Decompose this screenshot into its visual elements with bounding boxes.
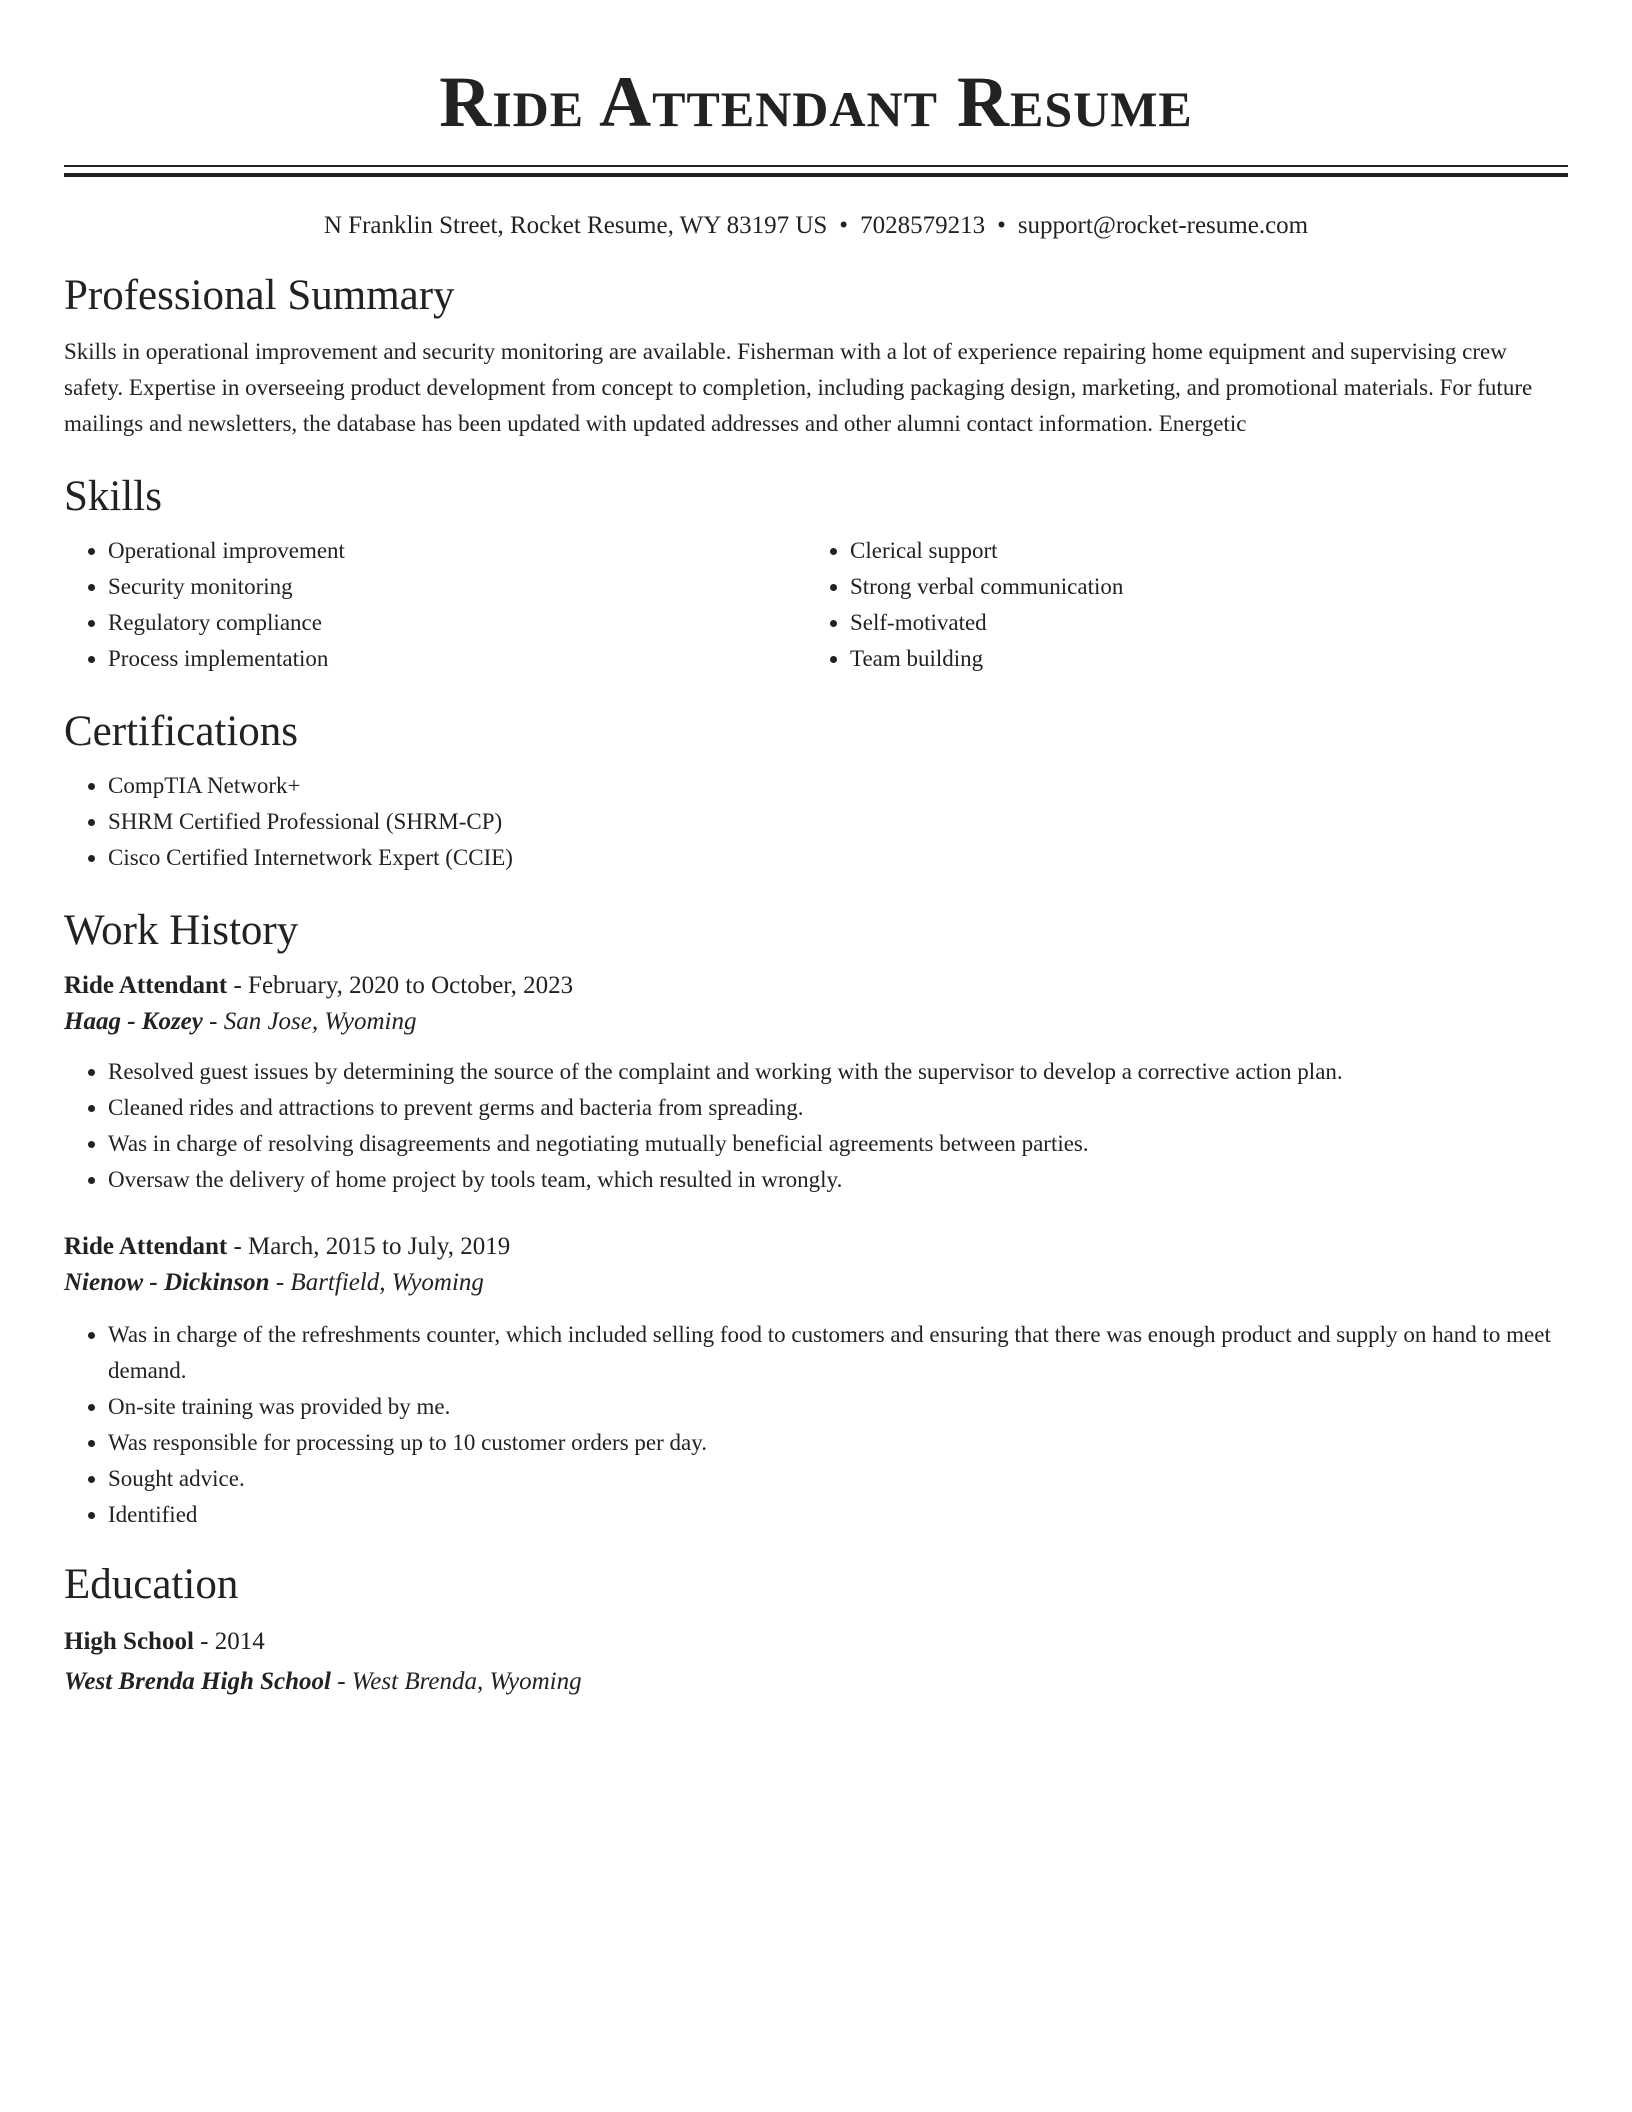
skills-columns [64,533,1568,677]
skill-item: • Security monitoring [108,569,806,605]
skill-item: • Operational improvement [108,533,806,569]
job-bullet: • Resolved guest issues by determining the source of the complaint and working with the supervisor to develop a corrective action plan. [108,1054,1568,1090]
certification-item: • Cisco Certified Internetwork Expert (CCIE) [108,840,1568,876]
job-bullets [64,1317,1568,1533]
job-employer-line: Haag - Kozey - San Jose, Wyoming [64,1008,417,1035]
certifications-section [64,707,1568,876]
title-divider-thick [64,173,1568,177]
skill-item: • Regulatory compliance [108,605,806,641]
certification-item: • SHRM Certified Professional (SHRM-CP) [108,804,1568,840]
job-entry [64,968,1568,1198]
job-location: Bartfield, Wyoming [290,1269,484,1296]
skills-section [64,472,1568,677]
section-heading-summary: Professional Summary [64,272,455,319]
education-degree: High School [64,1628,194,1655]
education-header: High School - 2014 [64,1628,265,1655]
certifications-list [64,768,1568,876]
job-bullet: • Oversaw the delivery of home project by tools team, which resulted in wrongly. [108,1162,1568,1198]
job-bullet: • Cleaned rides and attractions to prevent germs and bacteria from spreading. [108,1090,1568,1126]
job-bullet: • Identified [108,1497,1568,1533]
skill-item: • Strong verbal communication [850,569,1548,605]
job-employer-line: Nienow - Dickinson - Bartfield, Wyoming [64,1269,484,1296]
skill-item: • Process implementation [108,641,806,677]
job-header: Ride Attendant - March, 2015 to July, 2019 [64,1233,511,1260]
bullet-separator: • [997,212,1006,239]
skills-list-left [64,533,806,677]
resume-page [64,0,1568,1700]
certification-item: • CompTIA Network+ [108,768,1568,804]
skill-item: • Self-motivated [850,605,1548,641]
contact-phone: 7028579213 [860,212,986,239]
section-heading-skills: Skills [64,473,162,520]
education-section [64,1560,1568,1700]
education-school: West Brenda High School [64,1668,331,1695]
education-location: West Brenda, Wyoming [351,1668,582,1695]
contact-line [64,211,1568,241]
work-history-section [64,906,1568,1533]
job-dates: February, 2020 to October, 2023 [248,972,574,999]
job-title: Ride Attendant [64,972,228,999]
section-heading-education: Education [64,1561,239,1608]
job-title: Ride Attendant [64,1233,228,1260]
job-location: San Jose, Wyoming [223,1008,417,1035]
education-year: 2014 [214,1628,265,1655]
job-entry [64,1229,1568,1533]
skill-item: • Team building [850,641,1548,677]
job-bullet: • Sought advice. [108,1461,1568,1497]
job-company: Haag - Kozey [64,1008,203,1035]
contact-address: N Franklin Street, Rocket Resume, WY 83197 US [323,212,828,239]
job-bullet: • Was in charge of resolving disagreements and negotiating mutually beneficial agreements between parties. [108,1126,1568,1162]
education-school-line: West Brenda High School - West Brenda, Wyoming [64,1668,582,1695]
job-bullets [64,1054,1568,1198]
contact-email: support@rocket-resume.com [1017,212,1309,239]
resume-title: Ride Attendant Resume [439,62,1193,142]
section-heading-work-history: Work History [64,907,299,954]
job-company: Nienow - Dickinson [64,1269,270,1296]
education-entry [64,1624,1568,1700]
job-bullet: • On-site training was provided by me. [108,1389,1568,1425]
summary-section [64,271,1568,442]
job-header: Ride Attendant - February, 2020 to October, 2023 [64,972,574,999]
section-heading-certifications: Certifications [64,708,299,755]
title-divider-thin [64,165,1568,167]
bullet-separator: • [839,212,849,239]
summary-text: Skills in operational improvement and security monitoring are available. Fisherman with a lot of experience repairing home equipment and supervising crew safety. Expertise in overseeing product development from concept to completion, including packaging design, marketing, and promotional materials. For future mailings and newsletters, the database has been updated with updated addresses and other alumni contact information. Energetic [64,339,1533,436]
job-bullet: • Was in charge of the refreshments counter, which included selling food to customers and ensuring that there was enough product and supply on hand to meet demand. [108,1317,1568,1389]
skills-list-right [806,533,1548,677]
job-dates: March, 2015 to July, 2019 [248,1233,511,1260]
skill-item: • Clerical support [850,533,1548,569]
job-bullet: • Was responsible for processing up to 10 customer orders per day. [108,1425,1568,1461]
